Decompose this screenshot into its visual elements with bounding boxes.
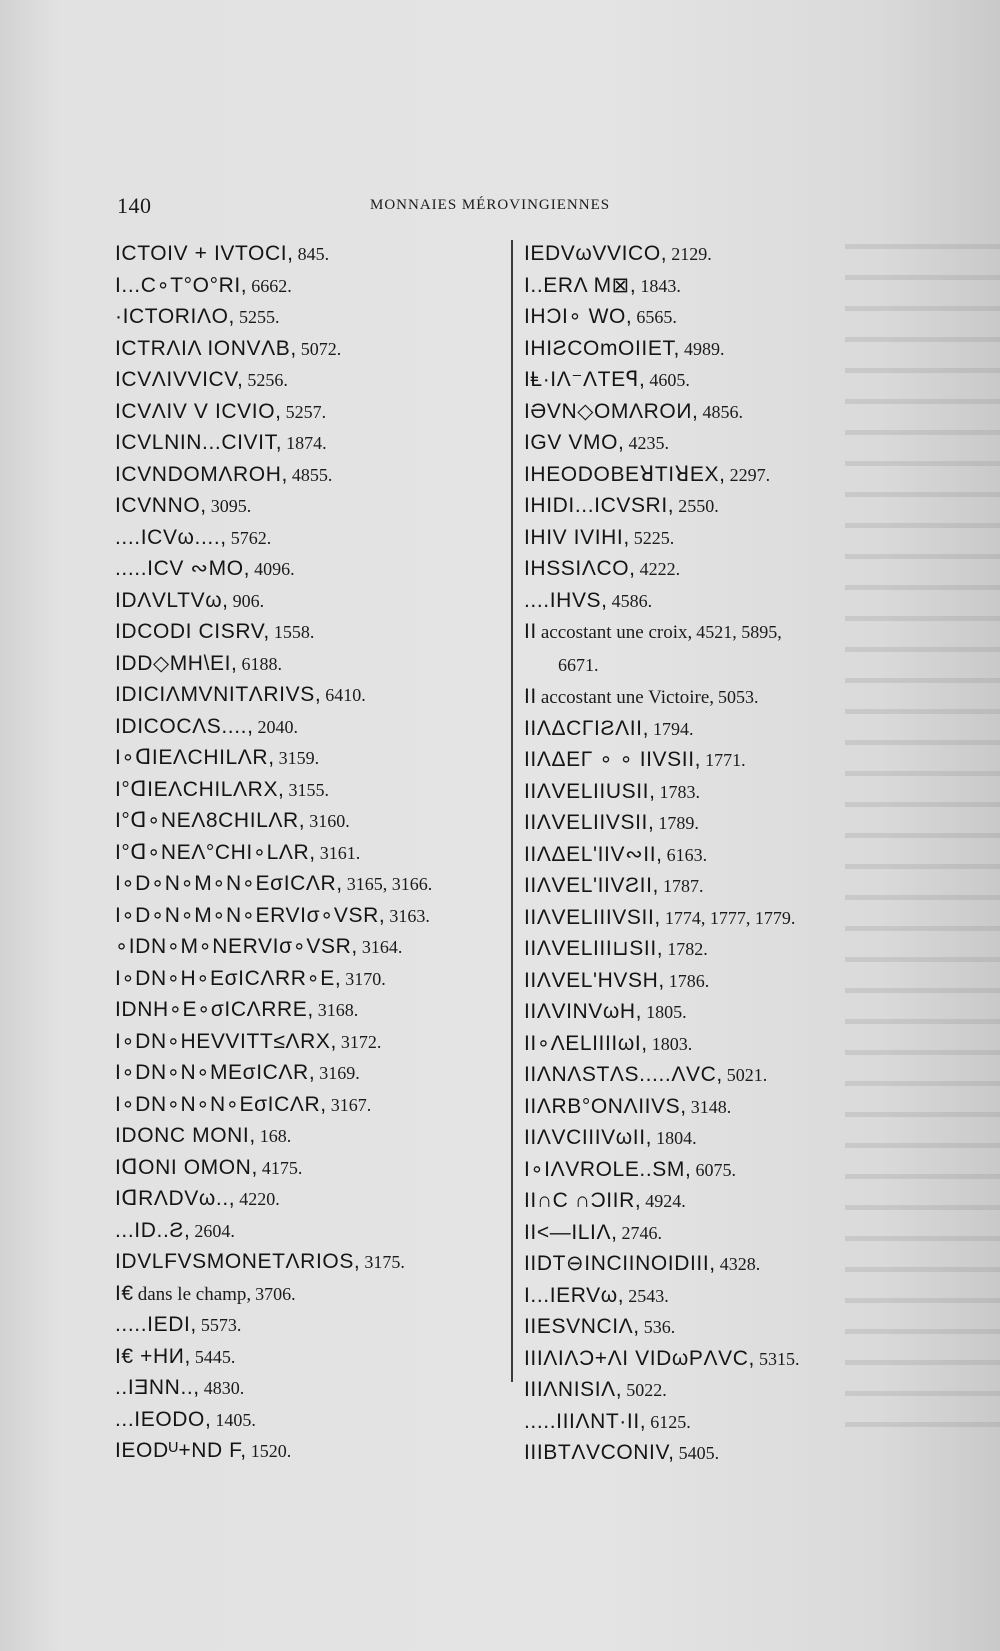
entry-refs: 4175. [261, 1157, 303, 1178]
entry-legend: IΗƆI∘ WO, [524, 305, 633, 328]
entry-refs: 1874. [286, 433, 327, 453]
index-entry [524, 333, 924, 365]
index-entry [524, 965, 924, 997]
entry-refs: 5573. [200, 1315, 242, 1335]
index-entry [524, 427, 924, 459]
entry-legend: IDΛVLTVω, [115, 588, 229, 612]
entry-refs: 1786. [668, 970, 710, 991]
entry-legend: ...ID..Ƨ, [115, 1218, 191, 1242]
entry-legend: .....ICV ∾MO, [115, 557, 251, 580]
page-header [0, 193, 1000, 223]
index-entry [524, 744, 924, 776]
entry-legend: ∘IDN∘M∘NERVIσ∘VSR, [115, 935, 358, 958]
column-divider [511, 240, 513, 1382]
index-entry [524, 776, 924, 808]
entry-refs: 3164. [361, 937, 403, 957]
entry-refs: 5225. [633, 527, 675, 548]
index-entry [115, 301, 510, 333]
entry-legend: IIΛΔCΓIƧΛII, [524, 716, 650, 740]
entry-legend: .....IEDI, [115, 1313, 197, 1336]
entry-refs: 4235. [628, 433, 669, 453]
entry-refs: 5762. [230, 527, 272, 548]
entry-legend: IΗIƧCOmOIIET, [524, 336, 680, 360]
right-column [524, 238, 924, 1469]
entry-legend: IEODᵁ+ND F, [115, 1439, 247, 1462]
index-entry [524, 713, 924, 745]
index-entry [115, 553, 510, 585]
index-entry [524, 396, 924, 428]
index-entry [115, 994, 510, 1026]
index-entry [524, 364, 924, 396]
entry-note: accostant une Victoire, [540, 687, 715, 708]
entry-legend: II∘ΛELIIIIωI, [524, 1031, 648, 1055]
entry-legend: I∘DN∘ΗEVVITT≤ΛRX, [115, 1029, 337, 1053]
entry-legend: I...IERVω, [524, 1283, 625, 1307]
entry-legend: IIΛNΛSTΛS.....ΛVC, [524, 1063, 723, 1086]
entry-legend: IHSSIΛCO, [524, 557, 636, 580]
left-column [115, 238, 510, 1467]
entry-legend: IDD◇MΗ\EI, [115, 651, 238, 675]
entry-refs: 4855. [291, 464, 333, 485]
entry-refs: 4830. [203, 1378, 245, 1398]
entry-refs: 3161. [319, 842, 361, 863]
index-entry [524, 681, 924, 713]
entry-refs: 5256. [247, 370, 288, 390]
entry-refs: 3148. [690, 1096, 732, 1117]
entry-legend: ICVΛIVVICV, [115, 368, 244, 391]
index-entry [115, 1278, 510, 1310]
index-entry [115, 459, 510, 491]
index-entry [115, 1183, 510, 1215]
index-entry [115, 1120, 510, 1152]
index-entry [115, 238, 510, 270]
index-entry [524, 1028, 924, 1060]
entry-legend: I..ERΛ M⊠, [524, 273, 637, 297]
entry-refs: 4924. [645, 1191, 686, 1211]
entry-legend: IIΛΔEΓ ∘ ∘ IIVSII, [524, 748, 702, 771]
entry-legend: IIΛVEL'HVSH, [524, 968, 665, 992]
entry-refs: 6075. [695, 1159, 736, 1180]
index-entry [115, 333, 510, 365]
index-entry [524, 616, 924, 681]
entry-legend: ....ICVω...., [115, 525, 227, 549]
entry-refs: 4856. [702, 401, 743, 422]
entry-legend: ICVNDOMΛROH, [115, 462, 288, 486]
entry-legend: I∘DN∘N∘N∘EσICΛR, [115, 1092, 327, 1116]
entry-legend: ...IEODO, [115, 1407, 212, 1431]
index-entry [115, 1404, 510, 1436]
entry-legend: IIΛΔEL'IIV∾II, [524, 842, 663, 866]
entry-refs: 2297. [729, 464, 771, 485]
entry-legend: I€ +HИ, [115, 1344, 191, 1368]
entry-legend: I...C∘T°O°RI, [115, 273, 248, 297]
index-entry [524, 1091, 924, 1123]
entry-legend: ICTRΛIΛ IONVΛB, [115, 336, 297, 360]
index-entry [524, 459, 924, 491]
entry-legend: IIΛVINVωH, [524, 1000, 643, 1023]
entry-refs: 2604. [194, 1220, 235, 1241]
index-entry [524, 553, 924, 585]
entry-legend: IIΛVELIIVSII, [524, 811, 655, 834]
entry-legend: IIIΛNISIΛ, [524, 1378, 623, 1401]
index-entry [524, 1437, 924, 1469]
entry-legend: IIΛVEL'IIVƧII, [524, 874, 659, 897]
entry-legend: IIΛVELIIUSII, [524, 779, 656, 803]
entry-legend: IⱠ·IΛ⁻ΛTEꟼ, [524, 368, 646, 391]
entry-refs: 1774, 1777, 1779. [664, 907, 796, 928]
index-entry [524, 902, 924, 934]
entry-refs: 3095. [210, 496, 252, 516]
entry-refs: 4220. [239, 1189, 280, 1209]
entry-refs: 3155. [288, 779, 329, 800]
index-entry [115, 711, 510, 743]
entry-refs: 5021. [726, 1065, 768, 1085]
entry-legend: I€ [115, 1281, 134, 1305]
entry-refs: 5255. [238, 307, 280, 327]
entry-legend: IGV VMO, [524, 431, 625, 454]
index-entry [115, 900, 510, 932]
entry-refs: 3167. [330, 1094, 372, 1115]
index-entry [524, 490, 924, 522]
entry-refs: 5405. [678, 1443, 720, 1463]
index-entry [524, 1059, 924, 1091]
entry-legend: IIΛRB°ONΛIIVS, [524, 1094, 687, 1118]
entry-legend: IIΛVCIIIVωII, [524, 1126, 653, 1149]
entry-refs: 4096. [254, 559, 295, 579]
entry-legend: IIDT⊖INCIINOIDIII, [524, 1252, 716, 1275]
entry-refs: 1783. [659, 781, 701, 802]
entry-refs: 1771. [705, 750, 746, 770]
entry-refs: 3165, 3166. [346, 874, 433, 894]
entry-legend: I∘IΛVROLE..SM, [524, 1157, 692, 1181]
index-entry [524, 270, 924, 302]
entry-note: dans le champ, [137, 1283, 252, 1305]
entry-note: accostant une croix, [540, 622, 693, 643]
entry-refs-continued: 6671. [558, 654, 599, 675]
entry-legend: I°ᗡ∘NEΛ8CHILΛR, [115, 809, 306, 832]
entry-refs: 5315. [758, 1348, 800, 1369]
index-entry [524, 1154, 924, 1186]
entry-refs: 5053. [718, 687, 759, 707]
entry-refs: 1558. [273, 622, 315, 642]
index-entry [115, 1246, 510, 1278]
entry-legend: I∘DN∘N∘MEσICΛR, [115, 1061, 316, 1084]
entry-legend: ICVNNO, [115, 494, 207, 517]
entry-refs: 3160. [309, 811, 350, 831]
entry-refs: 5257. [285, 401, 327, 422]
entry-refs: 4222. [639, 559, 681, 579]
index-entry [524, 1406, 924, 1438]
index-entry [115, 522, 510, 554]
entry-legend: I∘ᗡIEΛCHILΛR, [115, 746, 275, 769]
index-entry [115, 648, 510, 680]
entry-refs: 6410. [325, 685, 366, 705]
entry-legend: II [524, 685, 537, 708]
index-entry [524, 1122, 924, 1154]
entry-legend: II<—ILIΛ, [524, 1220, 618, 1244]
index-entry [115, 1372, 510, 1404]
running-title: MONNAIES MÉROVINGIENNES [370, 197, 611, 213]
index-entry [115, 931, 510, 963]
entry-legend: IDCODI CISRV, [115, 620, 270, 643]
entry-legend: IƏVN◇OMΛROИ, [524, 399, 699, 423]
entry-legend: ICVLNIN...CIVIT, [115, 431, 283, 454]
entry-refs: 3168. [317, 1000, 359, 1020]
entry-legend: IDICOCΛS...., [115, 714, 254, 738]
entry-legend: ·ICTORIΛO, [115, 305, 235, 328]
entry-refs: 6125. [650, 1411, 691, 1432]
entry-refs: 6188. [241, 653, 282, 674]
entry-refs: 2550. [678, 496, 719, 516]
entry-legend: IIIΛIΛƆ+ΛI VIDωPΛVC, [524, 1346, 755, 1370]
entry-legend: IIESVNCIΛ, [524, 1315, 640, 1338]
index-entry [524, 1217, 924, 1249]
entry-legend: .....IIIΛNT·II, [524, 1409, 647, 1433]
index-entry [115, 742, 510, 774]
entry-legend: IHEODOBEꓤTIꓤEX, [524, 462, 726, 486]
entry-legend: ....IHVS, [524, 588, 608, 612]
entry-legend: I∘D∘N∘M∘N∘ERVIσ∘VSR, [115, 903, 386, 927]
index-entry [524, 1374, 924, 1406]
entry-refs: 2746. [621, 1222, 663, 1243]
index-entry [115, 1309, 510, 1341]
entry-legend: IᗡONI OMON, [115, 1155, 258, 1179]
entry-legend: IHIDI...ICVSRI, [524, 494, 675, 517]
index-entry [115, 616, 510, 648]
index-entry [524, 1311, 924, 1343]
entry-refs: 1789. [658, 813, 699, 833]
entry-refs: 1804. [656, 1128, 697, 1148]
entry-legend: IHIV IVIHI, [524, 525, 630, 549]
entry-refs: 3159. [278, 748, 320, 768]
index-entry [115, 679, 510, 711]
entry-legend: IDVLFVSMONETΛRIOS, [115, 1250, 361, 1273]
index-entry [115, 490, 510, 522]
index-entry [524, 1280, 924, 1312]
index-entry [524, 1248, 924, 1280]
entry-refs: 6163. [666, 844, 708, 865]
index-entry [115, 270, 510, 302]
entry-refs: 3169. [319, 1063, 360, 1083]
index-entry [524, 522, 924, 554]
index-entry [524, 839, 924, 871]
entry-refs: 3163. [389, 905, 430, 926]
entry-refs: 2129. [671, 244, 712, 264]
index-entry [115, 585, 510, 617]
index-entry [115, 1435, 510, 1467]
index-entry [115, 805, 510, 837]
entry-refs: 5445. [194, 1346, 236, 1367]
index-entry [115, 1341, 510, 1373]
entry-refs: 3706. [255, 1283, 296, 1304]
entry-legend: IIΛVELIIIVSII, [524, 905, 661, 929]
entry-legend: I°ᗡ∘NEΛ°CHI∘LΛR, [115, 840, 316, 864]
index-entry [115, 963, 510, 995]
index-entry [524, 996, 924, 1028]
entry-legend: ICVΛIV V ICVIO, [115, 399, 282, 423]
index-entry [115, 364, 510, 396]
index-entry [115, 1026, 510, 1058]
index-entry [115, 396, 510, 428]
entry-refs: 5072. [300, 338, 342, 359]
entry-legend: IIIBTΛVCONIV, [524, 1441, 675, 1464]
entry-refs: 536. [643, 1317, 676, 1337]
entry-refs: 1794. [653, 718, 694, 739]
index-entry [524, 238, 924, 270]
entry-refs: 1782. [667, 939, 708, 959]
entry-legend: ICTOIV + IVTOCI, [115, 242, 294, 265]
entry-refs: 3170. [345, 968, 386, 989]
index-entry [115, 427, 510, 459]
entry-refs: 4605. [649, 370, 690, 390]
entry-refs: 5022. [626, 1380, 667, 1400]
entry-refs: 4328. [719, 1254, 761, 1274]
index-entry [524, 585, 924, 617]
entry-legend: I∘D∘N∘M∘N∘EσICΛR, [115, 872, 343, 895]
entry-refs: 2543. [628, 1285, 669, 1306]
index-entry [524, 1185, 924, 1217]
entry-refs: 2040. [257, 716, 299, 737]
entry-refs: 4586. [611, 590, 653, 611]
entry-legend: IDONC MONI, [115, 1124, 256, 1147]
entry-refs: 3175. [364, 1252, 405, 1272]
index-entry [115, 868, 510, 900]
entry-refs: 3172. [340, 1031, 382, 1052]
entry-refs: 4989. [683, 338, 725, 359]
entry-legend: IDNH∘E∘σICΛRRE, [115, 998, 314, 1021]
entry-refs: 1405. [215, 1409, 256, 1430]
entry-refs: 1520. [250, 1441, 292, 1461]
index-entry [524, 1343, 924, 1375]
entry-refs: 168. [259, 1126, 292, 1146]
entry-refs: 1787. [662, 876, 704, 896]
entry-legend: IIΛVELIII⊔SII, [524, 937, 664, 960]
entry-legend: I°ᗡIEΛCHILΛRX, [115, 777, 285, 801]
entry-refs: 6662. [251, 275, 292, 296]
index-entry [524, 933, 924, 965]
entry-legend: II [524, 620, 537, 643]
page-number: 140 [117, 193, 152, 218]
entry-refs: 4521, 5895, [696, 622, 782, 642]
entry-refs: 6565. [636, 307, 677, 327]
index-entry [115, 1215, 510, 1247]
entry-legend: I∘DN∘H∘EσICΛRR∘E, [115, 966, 342, 990]
entry-refs: 845. [297, 244, 330, 264]
entry-refs: 1803. [651, 1033, 693, 1054]
entry-refs: 1843. [640, 275, 681, 296]
entry-legend: IᗡRΛDVω.., [115, 1187, 236, 1210]
entry-legend: II∩C ∩ƆIIR, [524, 1189, 642, 1212]
entry-legend: IEDVωVVICO, [524, 242, 668, 265]
entry-refs: 906. [232, 590, 265, 611]
index-entry [524, 807, 924, 839]
entry-refs: 1805. [646, 1002, 687, 1022]
index-entry [115, 774, 510, 806]
index-entry [524, 870, 924, 902]
entry-legend: IDICIΛMVNITΛRIVS, [115, 683, 322, 706]
index-entry [524, 301, 924, 333]
index-entry [115, 1057, 510, 1089]
index-entry [115, 1089, 510, 1121]
index-entry [115, 1152, 510, 1184]
entry-legend: ..IƎNN.., [115, 1376, 200, 1399]
index-entry [115, 837, 510, 869]
